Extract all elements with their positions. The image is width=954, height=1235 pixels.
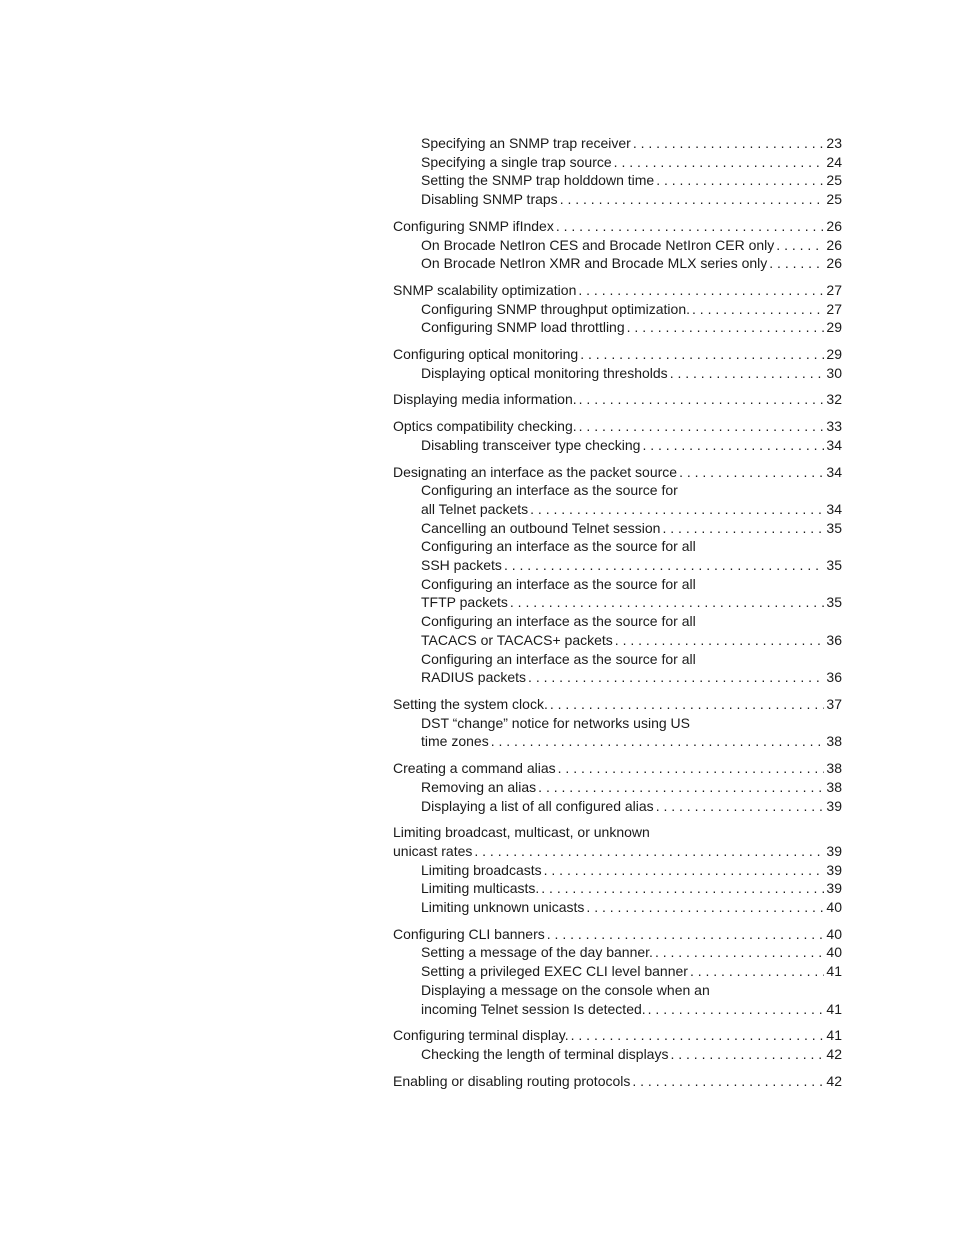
dot-leader: [580, 345, 824, 364]
toc-page-number: 34: [826, 463, 842, 480]
toc-subentry[interactable]: [393, 500, 842, 519]
toc-subentry[interactable]: [393, 943, 842, 962]
toc-entry[interactable]: [393, 1026, 842, 1045]
toc-entry[interactable]: [393, 390, 842, 409]
toc-page-number: 42: [826, 1072, 842, 1089]
dot-leader: [550, 695, 825, 714]
toc-entry-title: Configuring terminal display.: [393, 1027, 569, 1044]
toc-subentry[interactable]: [393, 797, 842, 816]
toc-page-number: 32: [826, 391, 842, 408]
toc-page-number: 37: [826, 695, 842, 712]
toc-entry[interactable]: [393, 823, 842, 842]
dot-leader: [474, 842, 824, 861]
toc-entry-title: Setting the system clock.: [393, 695, 548, 712]
toc-subentry[interactable]: [393, 668, 842, 687]
dot-leader: [627, 318, 825, 337]
toc-section: [393, 759, 842, 815]
toc-subentry[interactable]: [393, 153, 842, 172]
dot-leader: [530, 500, 824, 519]
toc-entry-title: SSH packets: [421, 557, 502, 574]
toc-entry-title: Creating a command alias: [393, 760, 556, 777]
table-of-contents: [393, 134, 842, 1098]
toc-entry-title: Configuring CLI banners: [393, 925, 545, 942]
dot-leader: [662, 519, 824, 538]
toc-subentry[interactable]: [393, 879, 842, 898]
toc-entry-title: Disabling SNMP traps: [421, 191, 558, 208]
toc-entry-title: Limiting broadcast, multicast, or unknown: [393, 824, 650, 841]
toc-entry-title: Displaying a message on the console when an: [421, 981, 710, 998]
dot-leader: [579, 417, 825, 436]
toc-page-number: 29: [826, 346, 842, 363]
toc-page-number: 40: [826, 944, 842, 961]
dot-leader: [670, 1045, 824, 1064]
toc-entry-title: TACACS or TACACS+ packets: [421, 631, 613, 648]
toc-section: [393, 134, 842, 209]
toc-entry-title: Displaying optical monitoring thresholds: [421, 364, 668, 381]
toc-subentry[interactable]: [393, 318, 842, 337]
toc-page-number: 25: [826, 191, 842, 208]
dot-leader: [614, 153, 825, 172]
dot-leader: [528, 668, 824, 687]
toc-entry-title: Designating an interface as the packet source: [393, 463, 678, 480]
dot-leader: [541, 879, 824, 898]
toc-page-number: 25: [826, 172, 842, 189]
toc-subentry[interactable]: [393, 556, 842, 575]
toc-subentry[interactable]: [393, 1000, 842, 1019]
dot-leader: [648, 1000, 825, 1019]
dot-leader: [578, 281, 824, 300]
dot-leader: [769, 254, 824, 273]
toc-section: [393, 1072, 842, 1091]
toc-page-number: 41: [826, 1000, 842, 1017]
dot-leader: [656, 797, 825, 816]
toc-page-number: 33: [826, 418, 842, 435]
dot-leader: [571, 1026, 825, 1045]
toc-subentry[interactable]: [393, 236, 842, 255]
dot-leader: [560, 190, 825, 209]
toc-section: [393, 463, 842, 687]
toc-entry-title: DST “change” notice for networks using US: [421, 714, 690, 731]
toc-entry-title: Limiting broadcasts: [421, 861, 542, 878]
toc-entry-title: time zones: [421, 733, 489, 750]
toc-section: [393, 1026, 842, 1063]
toc-page-number: 36: [826, 631, 842, 648]
toc-subentry[interactable]: [393, 898, 842, 917]
toc-entry-title: Displaying media information.: [393, 391, 577, 408]
toc-entry-title: Configuring SNMP throughput optimization.: [421, 300, 691, 317]
toc-page-number: 39: [826, 880, 842, 897]
toc-subentry[interactable]: [393, 300, 842, 319]
toc-page-number: 34: [826, 500, 842, 517]
toc-entry-title: Configuring an interface as the source for all: [421, 538, 696, 555]
dot-leader: [510, 593, 825, 612]
toc-subentry[interactable]: [393, 981, 842, 1000]
toc-entry-title: Limiting unknown unicasts: [421, 899, 585, 916]
toc-page-number: 39: [826, 797, 842, 814]
toc-page-number: 38: [826, 760, 842, 777]
toc-section: [393, 217, 842, 273]
toc-entry-title: unicast rates: [393, 842, 473, 859]
toc-subentry[interactable]: [393, 436, 842, 455]
toc-entry-title: Specifying a single trap source: [421, 153, 612, 170]
dot-leader: [544, 861, 825, 880]
toc-entry[interactable]: [393, 281, 842, 300]
toc-entry-title: Configuring an interface as the source for all: [421, 613, 696, 630]
toc-entry[interactable]: [393, 759, 842, 778]
toc-subentry[interactable]: [393, 593, 842, 612]
toc-subentry[interactable]: [393, 519, 842, 538]
dot-leader: [690, 962, 824, 981]
toc-subentry[interactable]: [393, 575, 842, 594]
dot-leader: [655, 943, 824, 962]
toc-page-number: 35: [826, 594, 842, 611]
toc-page-number: 35: [826, 557, 842, 574]
toc-page-number: 42: [826, 1045, 842, 1062]
toc-entry-title: RADIUS packets: [421, 669, 527, 686]
toc-subentry[interactable]: [393, 631, 842, 650]
toc-page-number: 38: [826, 733, 842, 750]
toc-entry-title: On Brocade NetIron XMR and Brocade MLX series only: [421, 255, 768, 272]
toc-page-number: 41: [826, 1027, 842, 1044]
toc-entry-title: TFTP packets: [421, 594, 508, 611]
toc-entry-title: Configuring an interface as the source for: [421, 482, 678, 499]
toc-entry-title: Removing an alias: [421, 778, 537, 795]
toc-subentry[interactable]: [393, 1045, 842, 1064]
toc-entry[interactable]: [393, 1072, 842, 1091]
toc-subentry[interactable]: [393, 537, 842, 556]
toc-entry-title: Specifying an SNMP trap receiver: [421, 135, 631, 151]
dot-leader: [558, 759, 825, 778]
toc-entry-title: Cancelling an outbound Telnet session: [421, 519, 661, 536]
toc-page-number: 27: [826, 300, 842, 317]
toc-entry-title: Setting the SNMP trap holddown time: [421, 172, 655, 189]
toc-subentry[interactable]: [393, 171, 842, 190]
dot-leader: [670, 364, 825, 383]
toc-subentry[interactable]: [393, 612, 842, 631]
toc-subentry[interactable]: [393, 190, 842, 209]
dot-leader: [615, 631, 825, 650]
dot-leader: [556, 217, 825, 236]
toc-entry-title: Enabling or disabling routing protocols: [393, 1072, 631, 1089]
toc-section: [393, 390, 842, 409]
toc-entry-title: Displaying a list of all configured alias: [421, 797, 654, 814]
toc-section: [393, 281, 842, 337]
toc-entry-title: On Brocade NetIron CES and Brocade NetIron CER only: [421, 236, 775, 253]
toc-subentry[interactable]: [393, 732, 842, 751]
dot-leader: [579, 390, 825, 409]
toc-section: [393, 417, 842, 454]
dot-leader: [679, 463, 824, 482]
toc-entry[interactable]: [393, 217, 842, 236]
toc-page-number: 34: [826, 436, 842, 453]
dot-leader: [632, 1072, 824, 1091]
toc-entry-title: Configuring optical monitoring: [393, 346, 579, 363]
toc-page-number: 36: [826, 669, 842, 686]
toc-entry-title: all Telnet packets: [421, 500, 529, 517]
toc-subentry[interactable]: [393, 861, 842, 880]
toc-entry[interactable]: [393, 463, 842, 482]
dot-leader: [504, 556, 824, 575]
toc-page-number: 39: [826, 861, 842, 878]
toc-subentry[interactable]: [393, 481, 842, 500]
toc-subentry[interactable]: [393, 962, 842, 981]
toc-entry-title: Configuring SNMP ifIndex: [393, 217, 554, 234]
toc-entry-title: Setting a message of the day banner.: [421, 944, 653, 961]
toc-page-number: 26: [826, 236, 842, 253]
toc-page-number: 40: [826, 925, 842, 942]
toc-entry-title: Setting a privileged EXEC CLI level banner: [421, 963, 688, 980]
toc-subentry[interactable]: [393, 714, 842, 733]
toc-section: [393, 925, 842, 1019]
toc-section: [393, 345, 842, 382]
toc-section: [393, 823, 842, 917]
dot-leader: [776, 236, 824, 255]
toc-entry-title: incoming Telnet session Is detected.: [421, 1000, 646, 1017]
toc-page-number: 41: [826, 963, 842, 980]
toc-page-number: 26: [826, 217, 842, 234]
dot-leader: [633, 134, 825, 153]
toc-page-number: 29: [826, 319, 842, 336]
dot-leader: [547, 925, 825, 944]
toc-entry[interactable]: [393, 417, 842, 436]
toc-page-number: 23: [826, 135, 842, 151]
toc-subentry[interactable]: [393, 254, 842, 273]
toc-page-number: 26: [826, 255, 842, 272]
toc-page-number: 40: [826, 899, 842, 916]
toc-entry-title: Configuring an interface as the source for all: [421, 650, 696, 667]
dot-leader: [656, 171, 824, 190]
toc-entry-title: Configuring an interface as the source for all: [421, 575, 696, 592]
toc-page-number: 27: [826, 281, 842, 298]
toc-entry-title: Optics compatibility checking.: [393, 418, 577, 435]
toc-entry[interactable]: [393, 842, 842, 861]
toc-page-number: 30: [826, 364, 842, 381]
dot-leader: [538, 778, 824, 797]
toc-entry-title: Checking the length of terminal displays: [421, 1045, 669, 1062]
toc-entry[interactable]: [393, 345, 842, 364]
toc-subentry[interactable]: [393, 778, 842, 797]
dot-leader: [642, 436, 824, 455]
toc-page-number: 38: [826, 778, 842, 795]
toc-entry-title: Limiting multicasts.: [421, 880, 540, 897]
dot-leader: [692, 300, 824, 319]
toc-entry-title: Disabling transceiver type checking: [421, 436, 641, 453]
dot-leader: [586, 898, 824, 917]
dot-leader: [491, 732, 825, 751]
toc-page-number: 35: [826, 519, 842, 536]
toc-entry[interactable]: [393, 695, 842, 714]
toc-entry-title: SNMP scalability optimization: [393, 281, 577, 298]
toc-subentry[interactable]: [393, 364, 842, 383]
toc-section: [393, 695, 842, 751]
toc-subentry[interactable]: [393, 650, 842, 669]
toc-page-number: 39: [826, 842, 842, 859]
toc-page-number: 24: [826, 153, 842, 170]
toc-entry[interactable]: [393, 925, 842, 944]
toc-entry-title: Configuring SNMP load throttling: [421, 319, 625, 336]
toc-subentry[interactable]: [393, 134, 842, 153]
